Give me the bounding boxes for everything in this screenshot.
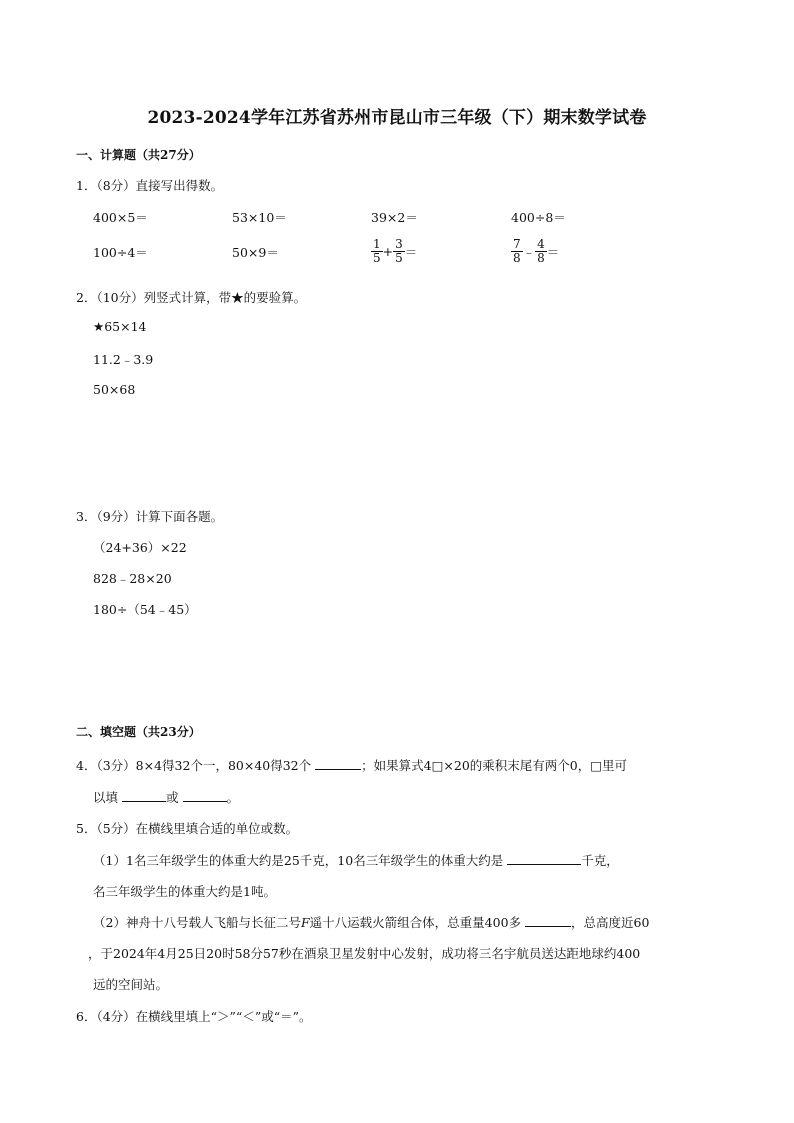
numerator: 4: [537, 237, 545, 251]
q1-item-6: 50×9＝: [232, 245, 279, 260]
numerator: 7: [513, 237, 521, 251]
q2-item-3: 50×68: [93, 382, 136, 397]
q5-part-2-line-3: 远的空间站。: [93, 977, 169, 992]
equals-sign: ＝: [404, 244, 418, 260]
q2-item-2: 11.2﹣3.9: [93, 352, 154, 367]
numerator: 3: [395, 237, 403, 251]
q4-text-d: 或: [166, 790, 179, 805]
q5-part-2-line-1: [93, 913, 649, 931]
q4-text-a: 4．（3分）8×4得32个一，80×40得32个: [76, 758, 312, 773]
equals-sign: ＝: [546, 244, 560, 260]
section-heading-calculation: 一、计算题（共27分）: [76, 148, 201, 162]
question-5-stem: 5．（5分）在横线里填合适的单位或数。: [76, 821, 299, 836]
q5-part-2-line-2: ，于2024年4月25日20时58分57秒在酒泉卫星发射中心发射，成功将三名宇航员送达距地球约400: [88, 946, 641, 961]
fraction: [535, 238, 547, 265]
fraction: [511, 238, 523, 265]
q5-text: 千克，: [581, 853, 619, 868]
question-6-stem: 6．（4分）在横线里填上“＞”“＜”或“＝”。: [76, 1009, 312, 1024]
q5-text: ，总高度近60: [571, 915, 650, 930]
q4-text-c: 以填: [93, 790, 119, 805]
q3-item-1: （24+36）×22: [93, 540, 187, 555]
page-title: 2023-2024学年江苏省苏州市昆山市三年级（下）期末数学试卷: [147, 108, 647, 128]
q5-text: （2）神舟十八号载人飞船与长征二号: [93, 915, 301, 930]
q1-item-2: 53×10＝: [232, 210, 287, 225]
answer-blank[interactable]: [507, 852, 581, 865]
q1-item-1: 400×5＝: [93, 210, 148, 225]
q5-text: 遥十八运载火箭组合体，总重量400多: [309, 915, 522, 930]
denominator: 8: [537, 251, 545, 265]
answer-blank[interactable]: [525, 914, 571, 927]
denominator: 8: [513, 251, 521, 265]
q5-part-1-line-2: 名三年级学生的体重大约是1吨。: [93, 884, 276, 899]
question-3-stem: 3．（9分）计算下面各题。: [76, 509, 224, 524]
question-2-stem: 2．（10分）列竖式计算，带★的要验算。: [76, 290, 307, 305]
denominator: 5: [373, 251, 381, 265]
fraction: [371, 238, 383, 265]
q3-item-3: 180÷（54﹣45）: [93, 602, 197, 617]
q1-fraction-expression-1: [371, 238, 417, 265]
q3-item-2: 828﹣28×20: [93, 571, 172, 586]
q2-item-1: ★65×14: [93, 319, 147, 334]
question-4-line-2: [93, 788, 239, 806]
operator: ﹣: [522, 244, 536, 260]
q1-item-3: 39×2＝: [371, 210, 418, 225]
answer-blank[interactable]: [122, 789, 166, 802]
question-4-line-1: [76, 756, 627, 774]
numerator: 1: [373, 237, 381, 251]
answer-blank[interactable]: [183, 789, 227, 802]
section-heading-fill-in: 二、填空题（共23分）: [76, 725, 201, 739]
fraction: [393, 238, 405, 265]
q1-item-5: 100÷4＝: [93, 245, 148, 260]
q5-text-italic: F: [300, 915, 310, 930]
q1-fraction-expression-2: [511, 238, 559, 265]
question-1-stem: 1．（8分）直接写出得数。: [76, 178, 224, 193]
q4-text-b: ；如果算式4□×20的乘积末尾有两个0，□里可: [361, 758, 628, 773]
operator: +: [382, 244, 394, 259]
q1-item-4: 400÷8＝: [511, 210, 566, 225]
q5-text: （1）1名三年级学生的体重大约是25千克，10名三年级学生的体重大约是: [93, 853, 504, 868]
q4-text-e: 。: [226, 790, 240, 805]
denominator: 5: [395, 251, 403, 265]
q5-part-1-line-1: [93, 851, 619, 869]
answer-blank[interactable]: [315, 757, 361, 770]
